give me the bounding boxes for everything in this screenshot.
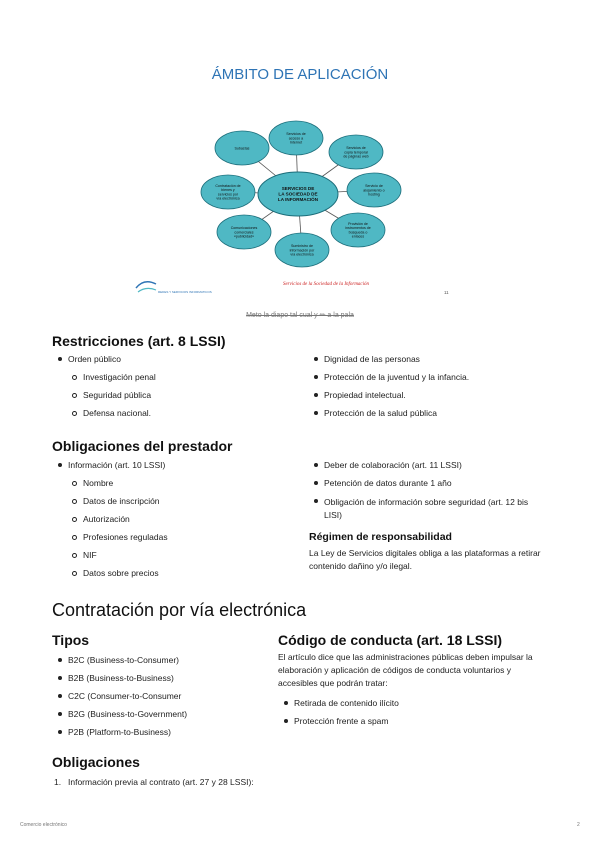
diagram-node-label: Servicios de copia temporal de páginas web	[343, 145, 369, 159]
list-item: C2C (Consumer-to-Consumer	[52, 691, 272, 701]
diagram-center-label: SERVICIOS DE LA SOCIEDAD DE LA INFORMACIÓN	[277, 186, 319, 203]
section-heading-obligaciones-prestador: Obligaciones del prestador	[52, 438, 233, 454]
slide-logo-text: REDES Y SERVICIOS INFORMATICOS	[158, 290, 212, 294]
restricciones-left-list	[52, 354, 302, 418]
list-item: B2G (Business-to-Government)	[52, 709, 272, 719]
section-heading-restricciones: Restricciones (art. 8 LSSI)	[52, 333, 226, 349]
list-number: 1.	[54, 777, 62, 787]
subheading-codigo-conducta: Código de conducta (art. 18 LSSI)	[278, 632, 503, 648]
list-item: Deber de colaboración (art. 11 LSSI)	[308, 460, 548, 470]
codigo-text: El artículo dice que las administraciones públicas deben impulsar la elaboración y aplicación de códigos de conducta voluntarios y accesibles que podrán tratar:	[278, 652, 533, 688]
list-item: Datos sobre precios	[52, 568, 302, 578]
section-heading-contratacion: Contratación por vía electrónica	[52, 600, 307, 620]
list-item: Dignidad de las personas	[308, 354, 548, 364]
footer-page-number: 2	[577, 822, 580, 828]
list-item: Protección de la juventud y la infancia.	[308, 372, 548, 382]
obligaciones-list	[52, 777, 352, 787]
slide-caption: Meto la diapo tal cual y ✏ a la pala	[246, 312, 354, 319]
list-item: B2C (Business-to-Consumer)	[52, 655, 272, 665]
list-item: Autorización	[52, 514, 302, 524]
list-item: Protección frente a spam	[278, 716, 538, 726]
list-item: Defensa nacional.	[52, 408, 302, 418]
prestador-left-list	[52, 460, 302, 578]
list-item: B2B (Business-to-Business)	[52, 673, 272, 683]
page-title: ÁMBITO DE APLICACIÓN	[211, 66, 389, 83]
subheading-obligaciones: Obligaciones	[52, 754, 140, 770]
diagram-slide	[130, 112, 462, 302]
diagram-node-label: Provisión de instrumentos de búsqueda o enlaces	[345, 221, 371, 239]
list-item: Obligación de información sobre seguridad (art. 12 bis LISI)	[308, 496, 548, 522]
list-item: Retirada de contenido ilícito	[278, 698, 538, 708]
diagram-node-label: Subastas	[234, 146, 250, 151]
list-item: Orden público	[52, 354, 302, 364]
diagram-banner: Servicios de la Sociedad de la Información	[282, 282, 370, 287]
list-item: Propiedad intelectual.	[308, 390, 548, 400]
prestador-right-list	[308, 460, 548, 522]
list-item: Seguridad pública	[52, 390, 302, 400]
list-item: Profesiones reguladas	[52, 532, 302, 542]
diagram-node-label: Comunicaciones comerciales «publicidad»	[230, 225, 258, 239]
footer-left: Comercio electrónico	[20, 822, 67, 828]
list-item: Información (art. 10 LSSI)	[52, 460, 302, 470]
regimen-text: La Ley de Servicios digitales obliga a las plataformas a retirar contenido dañino y/o ilegal.	[309, 548, 541, 571]
slide-logo	[136, 282, 212, 294]
subheading-regimen: Régimen de responsabilidad	[309, 531, 452, 543]
list-item: NIF	[52, 550, 302, 560]
list-item-text: Información previa al contrato (art. 27 y 28 LSSI):	[68, 777, 254, 787]
list-item	[52, 777, 352, 787]
list-item: Investigación penal	[52, 372, 302, 382]
tipos-list	[52, 655, 272, 737]
list-item: P2B (Platform-to-Business)	[52, 727, 272, 737]
list-item: Nombre	[52, 478, 302, 488]
list-item: Petención de datos durante 1 año	[308, 478, 548, 488]
restricciones-right-list	[308, 354, 548, 418]
diagram-node-label: Contratación de bienes y servicios por vía electrónica	[215, 183, 241, 201]
diagram-node-label: Servicio de alojamiento o hosting	[363, 183, 385, 197]
list-item: Protección de la salud pública	[308, 408, 548, 418]
subheading-tipos: Tipos	[52, 632, 90, 648]
slide-number: 11	[444, 290, 449, 295]
diagram-node-label: Servicios de acceso a Internet	[286, 131, 306, 145]
diagram-node-label: Suministro de información por vía electrónica	[289, 243, 315, 257]
diagram-center	[258, 172, 338, 216]
list-item: Datos de inscripción	[52, 496, 302, 506]
codigo-list	[278, 698, 538, 726]
